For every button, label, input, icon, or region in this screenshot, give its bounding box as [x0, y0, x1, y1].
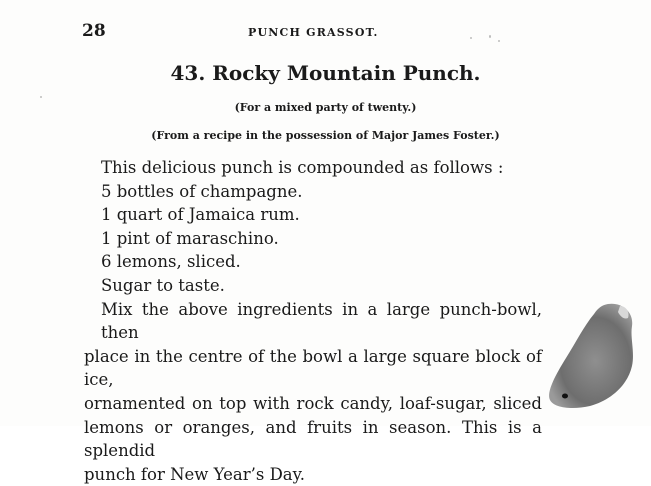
direction-line: punch for New Year’s Day. [84, 464, 306, 484]
scan-speck [470, 37, 472, 39]
running-head: PUNCH GRASSOT. [248, 26, 379, 39]
direction-line: place in the centre of the bowl a large square block of ice, [84, 346, 542, 390]
ingredient-item: 1 quart of Jamaica rum. [101, 205, 300, 225]
direction-line: ornamented on top with rock candy, loaf-sugar, sliced [84, 393, 542, 413]
party-size-note: (For a mixed party of twenty.) [234, 101, 417, 114]
direction-line: Mix the above ingredients in a large punch-bowl, then [101, 299, 542, 343]
recipe-intro: This delicious punch is compounded as follows : [101, 158, 504, 177]
recipe-source-note: (From a recipe in the possession of Major James Foster.) [151, 129, 500, 142]
scan-speck [498, 40, 500, 42]
ingredient-item: 5 bottles of champagne. [101, 181, 303, 201]
thumb-smudge [538, 296, 638, 416]
recipe-title: 43. Rocky Mountain Punch. [170, 61, 481, 85]
direction-line: lemons or oranges, and fruits in season. This is a splendid [84, 417, 542, 461]
ingredient-item: 6 lemons, sliced. [101, 252, 241, 272]
ingredient-item: Sugar to taste. [101, 275, 225, 295]
recipe-body [84, 156, 542, 486]
scan-speck [40, 96, 42, 98]
ingredient-item: 1 pint of maraschino. [101, 228, 279, 248]
scan-speck [489, 35, 491, 38]
page-number: 28 [82, 21, 106, 41]
